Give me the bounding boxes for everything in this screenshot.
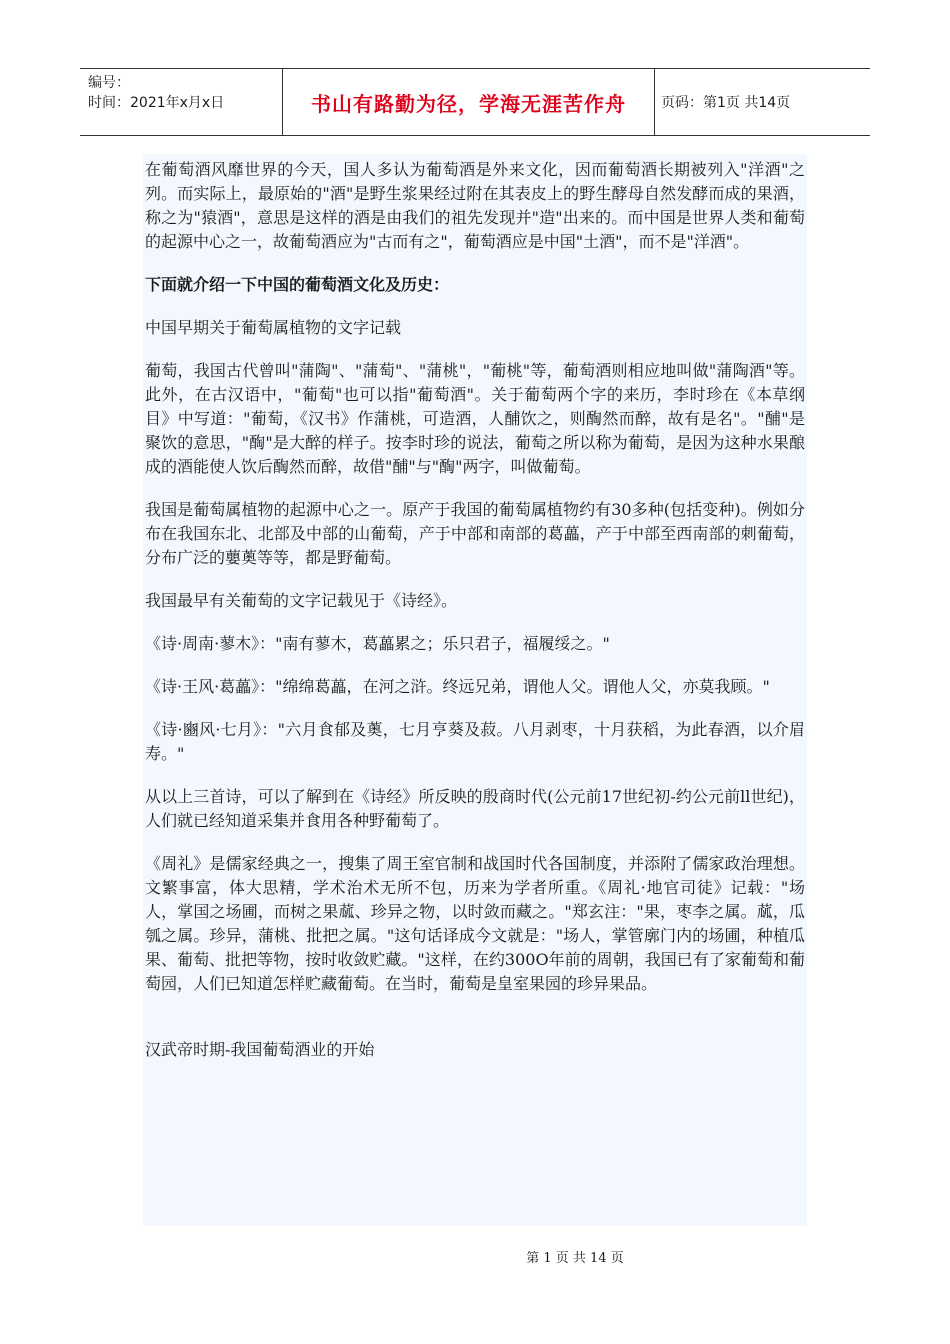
paragraph-shijing: 我国最早有关葡萄的文字记载见于《诗经》。 bbox=[145, 591, 458, 610]
paragraph-intro: 在葡萄酒风靡世界的今天，国人多认为葡萄酒是外来文化，因而葡萄酒长期被列入"洋酒"之列。而实际上，最原始的"酒"是野生浆果经过附在其表皮上的野生酵母自然发酵而成的果酒，称之为"猿酒"，意思是这样的酒是由我们的祖先发现并"造"出来的。而中国是世界人类和葡萄的起源中心之一，故葡萄酒应为"古而有之"，葡萄酒应是中国"土酒"，而不是"洋酒"。 bbox=[145, 160, 805, 251]
document-number-label: 编号： bbox=[88, 75, 130, 91]
section-heading: 下面就介绍一下中国的葡萄酒文化及历史： bbox=[145, 275, 450, 294]
subheading-han-wudi: 汉武帝时期-我国葡萄酒业的开始 bbox=[145, 1040, 375, 1059]
subheading-early-records: 中国早期关于葡萄属植物的文字记载 bbox=[145, 318, 402, 337]
header-motto: 书山有路勤为径，学海无涯苦作舟 bbox=[283, 69, 655, 135]
paragraph-shang-era: 从以上三首诗，可以了解到在《诗经》所反映的殷商时代(公元前17世纪初-约公元前ll世纪)，人们就已经知道采集并食用各种野葡萄了。 bbox=[145, 787, 805, 830]
page-footer: 第 1 页 共 14 页 bbox=[526, 1251, 624, 1266]
paragraph-name-origin: 葡萄，我国古代曾叫"蒲陶"、"蒲萄"、"蒲桃"，"葡桃"等，葡萄酒则相应地叫做"蒲陶酒"等。此外，在古汉语中，"葡萄"也可以指"葡萄酒"。关于葡萄两个字的来历，李时珍在《本草纲目》中写道："葡萄，《汉书》作蒲桃，可造酒，人酺饮之，则醄然而醉，故有是名"。"酺"是聚饮的意思，"醄"是大醉的样子。按李时珍的说法，葡萄之所以称为葡萄，是因为这种水果酿成的酒能使人饮后醄然而醉，故借"酺"与"醄"两字，叫做葡萄。 bbox=[145, 361, 805, 476]
poem-zhounan: 《诗·周南·蓼木》："南有蓼木，葛藟累之；乐只君子，福履绥之。" bbox=[145, 634, 610, 653]
poem-wangfeng: 《诗·王风·葛藟》："绵绵葛藟，在河之浒。终远兄弟，谓他人父。谓他人父，亦莫我顾。" bbox=[145, 677, 770, 696]
header-meta bbox=[80, 69, 283, 135]
page-header bbox=[80, 68, 870, 136]
paragraph-origin-center: 我国是葡萄属植物的起源中心之一。原产于我国的葡萄属植物约有30多种(包括变种)。例如分布在我国东北、北部及中部的山葡萄，产于中部和南部的葛藟，产于中部至西南部的刺葡萄，分布广泛的蘡薁等等，都是野葡萄。 bbox=[145, 500, 805, 567]
poem-binfeng: 《诗·豳风·七月》："六月食郁及薁，七月亨葵及菽。八月剥枣，十月获稻，为此春酒，以介眉寿。" bbox=[145, 720, 805, 763]
header-page-info: 页码：第1页 共14页 bbox=[661, 95, 791, 111]
document-body bbox=[143, 154, 807, 1226]
paragraph-zhouli: 《周礼》是儒家经典之一，搜集了周王室官制和战国时代各国制度，并添附了儒家政治理想。文繁事富，体大思精，学术治术无所不包，历来为学者所重。《周礼·地官司徒》记载："场人，掌国之场圃，而树之果蓏、珍异之物，以时敛而藏之。"郑玄注："果，枣李之属。蓏，瓜瓠之属。珍异，蒲桃、批把之属。"这句话译成今文就是："场人，掌管廓门内的场圃，种植瓜果、葡萄、批把等物，按时收敛贮藏。"这样，在约300O年前的周朝，我国已有了家葡萄和葡萄园，人们已知道怎样贮藏葡萄。在当时，葡萄是皇室果园的珍异果品。 bbox=[145, 854, 805, 993]
document-time-label: 时间：2021年x月x日 bbox=[88, 95, 225, 111]
